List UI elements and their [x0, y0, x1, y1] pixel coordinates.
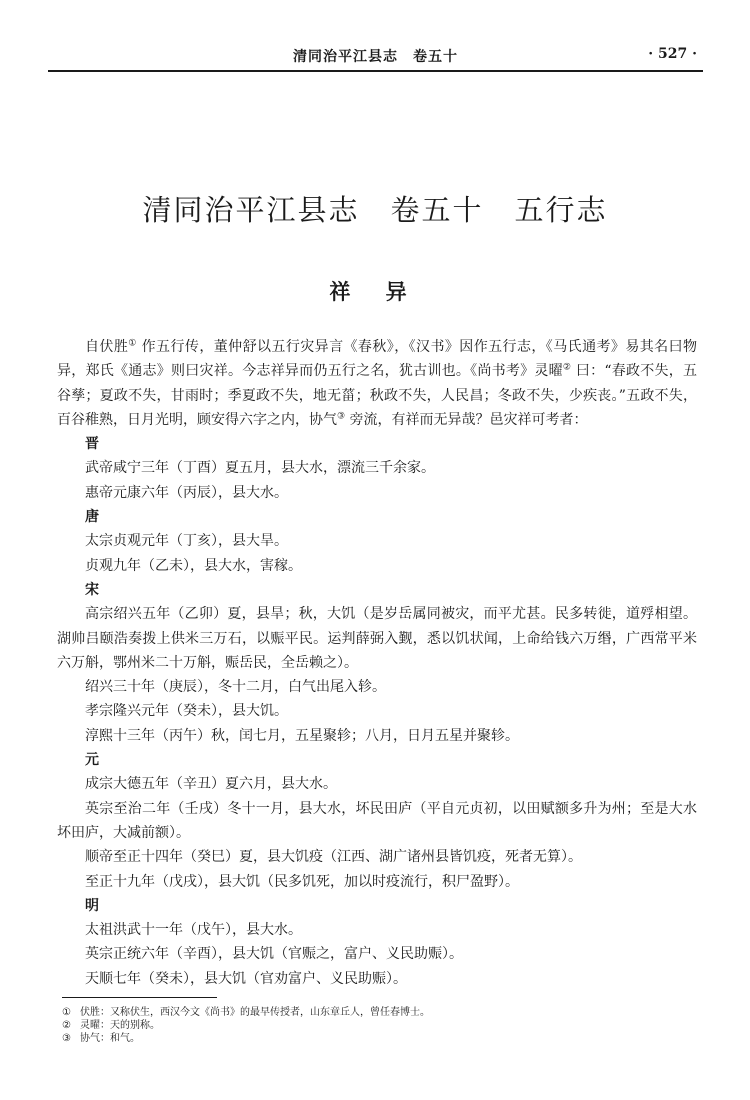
intro-part-3: 曰：“春政不失，五谷孳；夏政不失，甘雨时；季夏政不失，地无菑；秋政不失，人民昌；冬政不失，少疾丧。”五政不失，百谷稚熟，日月光明，顾安得六字之内，协气 — [57, 363, 698, 428]
footnote — [62, 1019, 682, 1032]
entry: 英宗至治二年（壬戌）冬十一月，县大水，坏民田庐（平自元贞初，以田赋额多升为州；至是大水坏田庐，大减前额）。 — [57, 800, 697, 841]
body-text — [57, 335, 697, 991]
intro-paragraph — [57, 335, 697, 432]
entry: 成宗大德五年（辛丑）夏六月，县大水。 — [85, 776, 337, 793]
footnote — [62, 1006, 682, 1019]
entry: 太祖洪武十一年（戊午），县大水。 — [85, 922, 302, 939]
footnotes — [62, 1006, 682, 1045]
intro-part-2: 作五行传，董仲舒以五行灾异言《春秋》，《汉书》因作五行志，《马氏通考》易其名曰物异，郑氏《通志》则曰灾祥。今志祥异而仍五行之名，犹古训也。《尚书考》灵曜 — [57, 339, 698, 380]
entry: 武帝咸宁三年（丁酉）夏五月，县大水，漂流三千余家。 — [85, 460, 435, 477]
entry: 高宗绍兴五年（乙卯）夏，县旱；秋，大饥（是岁岳属同被灾，而平尤甚。民多转徙，道殍相望。湖帅吕颐浩奏拨上供米三万石，以赈平民。运判薛弼入觐，悉以饥状闻，上命给钱六万缗，广西常平米六万斛，鄂州米二十万斛，赈岳民，全岳赖之）。 — [57, 606, 697, 671]
chapter-title: 清同治平江县志 卷五十 五行志 — [142, 193, 608, 227]
footnote-ref-1: ① — [128, 338, 137, 349]
page-number: · 527 · — [648, 46, 697, 62]
running-head — [48, 40, 703, 72]
dynasty-heading: 元 — [85, 752, 99, 769]
entry: 孝宗隆兴元年（癸未），县大饥。 — [85, 703, 288, 720]
intro-part-4: 旁流，有祥而无异哉？邑灾祥可考者： — [345, 411, 588, 428]
entry: 惠帝元康六年（丙辰），县大水。 — [85, 484, 288, 501]
footnote — [62, 1032, 682, 1045]
footnote-ref-3: ③ — [337, 411, 346, 422]
dynasty-heading: 宋 — [85, 581, 99, 598]
entry: 至正十九年（戊戌），县大饥（民多饥死，加以时疫流行，积尸盈野）。 — [85, 873, 519, 890]
intro-part-1: 自伏胜 — [85, 339, 129, 355]
footnote-mark: ② — [62, 1020, 71, 1031]
dynasty-heading: 唐 — [85, 509, 99, 526]
entry: 淳熙十三年（丙午）秋，闰七月，五星聚轸；八月，日月五星并聚轸。 — [85, 727, 519, 744]
entry: 贞观九年（乙未），县大水，害稼。 — [85, 557, 302, 574]
footnote-text: 灵曜：天的别称。 — [80, 1020, 160, 1031]
entry: 天顺七年（癸未），县大饥（官劝富户、义民助赈）。 — [85, 970, 407, 987]
running-title: 清同治平江县志 卷五十 — [293, 49, 458, 65]
footnote-text: 协气：和气。 — [80, 1033, 140, 1044]
footnote-mark: ③ — [62, 1033, 71, 1044]
dynasty-heading: 明 — [85, 897, 99, 914]
footnote-ref-2: ② — [562, 362, 572, 373]
footnote-divider — [62, 997, 217, 998]
dynasty-heading: 晋 — [85, 436, 99, 453]
section-title: 祥 异 — [329, 279, 421, 304]
entry: 绍兴三十年（庚辰），冬十二月，白气出尾入轸。 — [85, 679, 386, 696]
entry: 英宗正统六年（辛酉），县大饥（官赈之，富户、义民助赈）。 — [85, 946, 463, 963]
entry: 太宗贞观元年（丁亥），县大旱。 — [85, 533, 288, 550]
footnote-text: 伏胜：又称伏生，西汉今文《尚书》的最早传授者，山东章丘人，曾任春博士。 — [80, 1007, 430, 1018]
entry: 顺帝至正十四年（癸巳）夏，县大饥疫（江西、湖广诸州县皆饥疫，死者无算）。 — [85, 849, 582, 866]
footnote-mark: ① — [62, 1007, 71, 1018]
